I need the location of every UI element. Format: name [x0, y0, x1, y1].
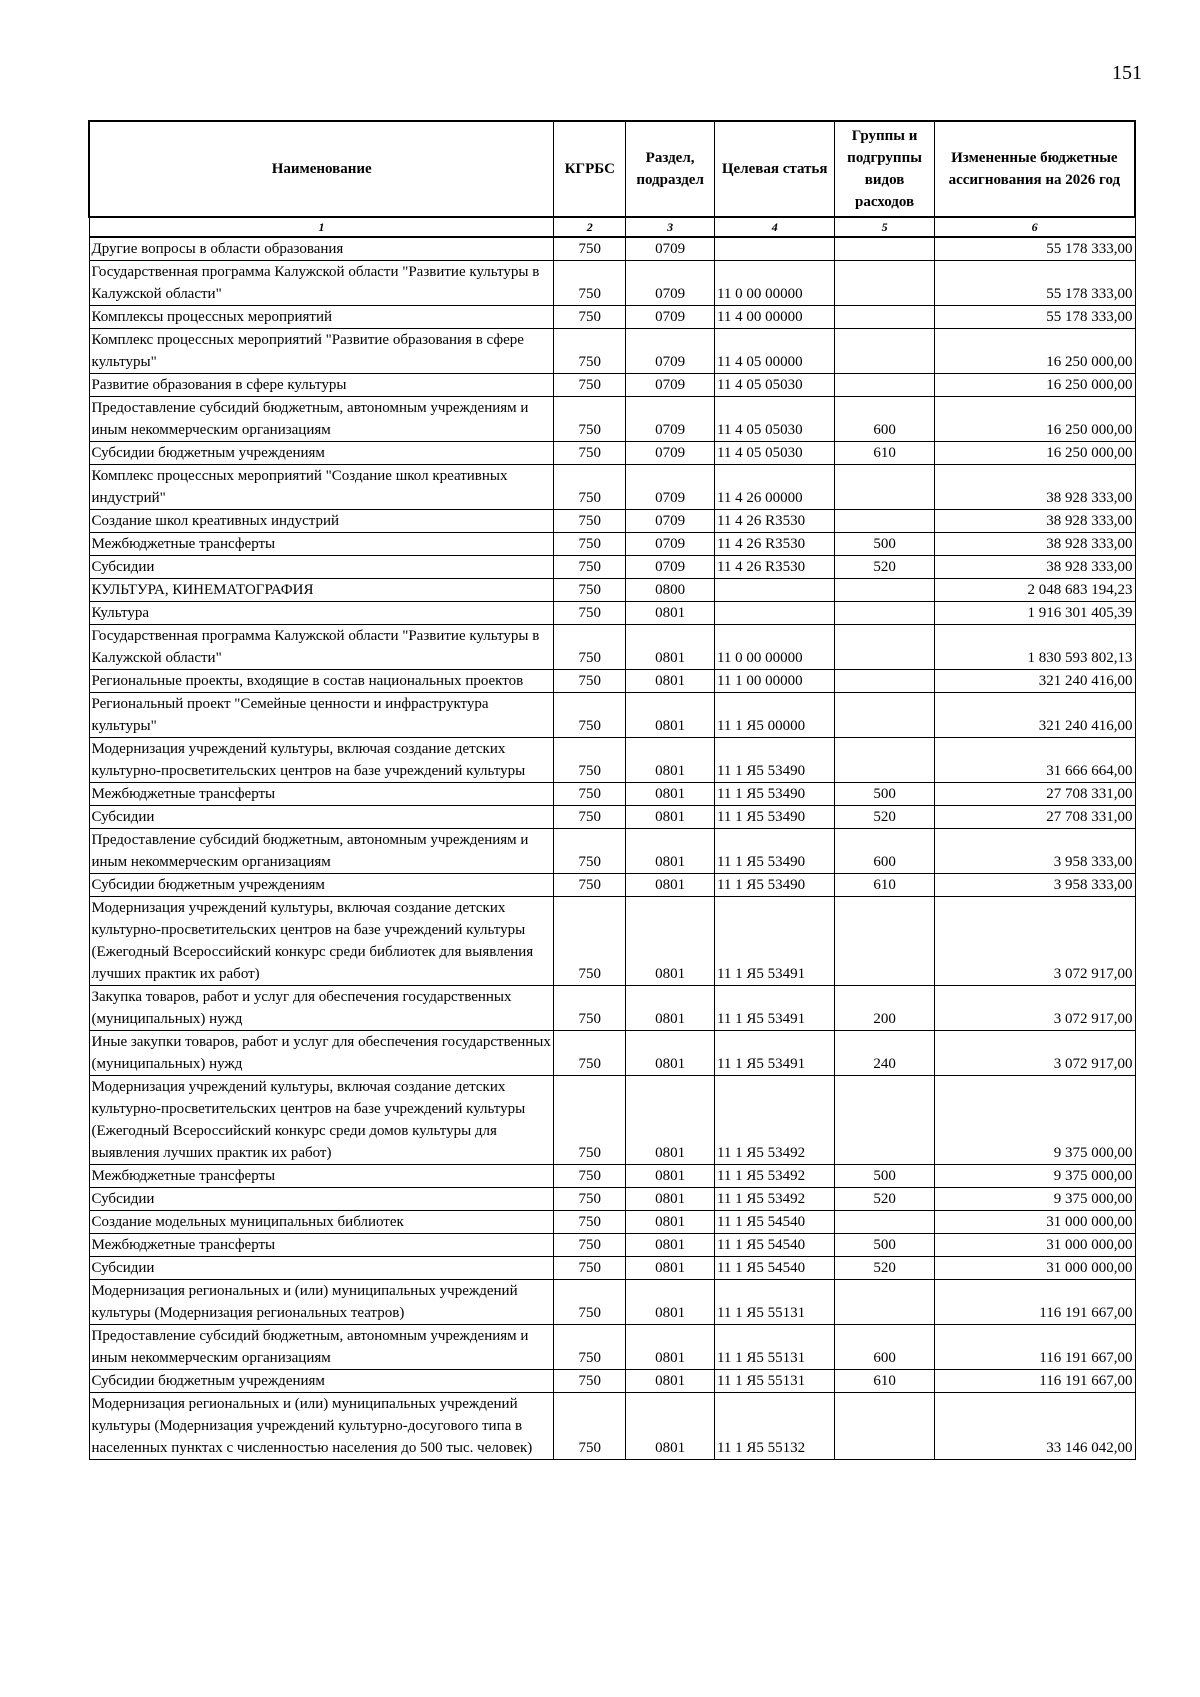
row-section: 0801 — [626, 1370, 715, 1393]
row-target-article: 11 1 Я5 00000 — [714, 693, 834, 738]
row-target-article: 11 1 Я5 54540 — [714, 1211, 834, 1234]
table-row — [89, 1325, 1135, 1370]
row-section: 0801 — [626, 1393, 715, 1460]
row-name: Закупка товаров, работ и услуг для обеспечения государственных (муниципальных) нужд — [89, 986, 554, 1031]
row-amount: 31 666 664,00 — [934, 738, 1135, 783]
row-kgrbs: 750 — [554, 783, 626, 806]
row-amount: 321 240 416,00 — [934, 670, 1135, 693]
row-expense-group — [835, 897, 934, 986]
row-kgrbs: 750 — [554, 329, 626, 374]
row-name: Другие вопросы в области образования — [89, 237, 554, 261]
row-target-article: 11 1 Я5 55132 — [714, 1393, 834, 1460]
row-amount: 16 250 000,00 — [934, 397, 1135, 442]
row-section: 0709 — [626, 374, 715, 397]
row-kgrbs: 750 — [554, 1234, 626, 1257]
row-section: 0801 — [626, 1076, 715, 1165]
row-kgrbs: 750 — [554, 1325, 626, 1370]
table-row — [89, 306, 1135, 329]
row-expense-group — [835, 237, 934, 261]
header-groups: Группы и подгруппы видов расходов — [835, 121, 934, 217]
column-number: 6 — [934, 217, 1135, 237]
row-name: Модернизация учреждений культуры, включая создание детских культурно-просветительских центров на базе учреждений культуры — [89, 738, 554, 783]
row-section: 0801 — [626, 1257, 715, 1280]
row-amount: 321 240 416,00 — [934, 693, 1135, 738]
row-section: 0801 — [626, 1211, 715, 1234]
row-expense-group: 500 — [835, 1165, 934, 1188]
row-name: Модернизация учреждений культуры, включая создание детских культурно-просветительских центров на базе учреждений культуры (Ежегодный Всероссийский конкурс среди домов культуры для выявления лучших практик их работ) — [89, 1076, 554, 1165]
row-name: Региональный проект "Семейные ценности и инфраструктура культуры" — [89, 693, 554, 738]
row-expense-group: 520 — [835, 556, 934, 579]
row-name: Межбюджетные трансферты — [89, 783, 554, 806]
row-kgrbs: 750 — [554, 693, 626, 738]
table-row — [89, 1211, 1135, 1234]
row-amount: 31 000 000,00 — [934, 1257, 1135, 1280]
row-section: 0801 — [626, 1031, 715, 1076]
row-name: Субсидии — [89, 806, 554, 829]
row-kgrbs: 750 — [554, 1280, 626, 1325]
row-section: 0801 — [626, 986, 715, 1031]
row-section: 0709 — [626, 329, 715, 374]
column-number: 3 — [626, 217, 715, 237]
row-amount: 1 830 593 802,13 — [934, 625, 1135, 670]
row-expense-group — [835, 510, 934, 533]
row-name: Субсидии бюджетным учреждениям — [89, 874, 554, 897]
row-expense-group: 520 — [835, 806, 934, 829]
column-number: 5 — [835, 217, 934, 237]
row-name: Субсидии — [89, 1188, 554, 1211]
row-section: 0709 — [626, 397, 715, 442]
row-expense-group: 600 — [835, 397, 934, 442]
row-expense-group — [835, 465, 934, 510]
table-row — [89, 602, 1135, 625]
row-kgrbs: 750 — [554, 1393, 626, 1460]
row-section: 0709 — [626, 533, 715, 556]
row-expense-group — [835, 306, 934, 329]
column-number: 4 — [714, 217, 834, 237]
row-amount: 27 708 331,00 — [934, 806, 1135, 829]
row-expense-group: 610 — [835, 874, 934, 897]
row-section: 0709 — [626, 465, 715, 510]
row-name: Развитие образования в сфере культуры — [89, 374, 554, 397]
row-name: Региональные проекты, входящие в состав национальных проектов — [89, 670, 554, 693]
row-expense-group — [835, 738, 934, 783]
row-section: 0709 — [626, 261, 715, 306]
row-expense-group: 520 — [835, 1188, 934, 1211]
table-row — [89, 625, 1135, 670]
row-amount: 33 146 042,00 — [934, 1393, 1135, 1460]
row-name: Государственная программа Калужской области "Развитие культуры в Калужской области" — [89, 625, 554, 670]
row-expense-group: 610 — [835, 1370, 934, 1393]
row-section: 0709 — [626, 442, 715, 465]
row-amount: 116 191 667,00 — [934, 1325, 1135, 1370]
table-row — [89, 829, 1135, 874]
row-target-article: 11 1 Я5 53490 — [714, 738, 834, 783]
row-target-article: 11 1 Я5 53492 — [714, 1188, 834, 1211]
row-target-article: 11 1 Я5 53491 — [714, 897, 834, 986]
row-target-article: 11 4 26 R3530 — [714, 556, 834, 579]
budget-table — [88, 120, 1136, 1460]
row-amount: 55 178 333,00 — [934, 261, 1135, 306]
row-amount: 1 916 301 405,39 — [934, 602, 1135, 625]
row-kgrbs: 750 — [554, 556, 626, 579]
row-amount: 38 928 333,00 — [934, 556, 1135, 579]
row-expense-group — [835, 602, 934, 625]
row-name: Государственная программа Калужской области "Развитие культуры в Калужской области" — [89, 261, 554, 306]
row-name: Межбюджетные трансферты — [89, 1234, 554, 1257]
row-kgrbs: 750 — [554, 374, 626, 397]
row-name: Предоставление субсидий бюджетным, автономным учреждениям и иным некоммерческим организациям — [89, 397, 554, 442]
row-name: Культура — [89, 602, 554, 625]
row-kgrbs: 750 — [554, 602, 626, 625]
table-row — [89, 579, 1135, 602]
row-amount: 3 072 917,00 — [934, 986, 1135, 1031]
table-row — [89, 1188, 1135, 1211]
table-row — [89, 783, 1135, 806]
row-expense-group: 500 — [835, 1234, 934, 1257]
table-row — [89, 442, 1135, 465]
row-amount: 31 000 000,00 — [934, 1234, 1135, 1257]
row-name: Комплексы процессных мероприятий — [89, 306, 554, 329]
row-target-article: 11 1 Я5 54540 — [714, 1257, 834, 1280]
table-row — [89, 329, 1135, 374]
table-row — [89, 897, 1135, 986]
table-row — [89, 510, 1135, 533]
table-row — [89, 738, 1135, 783]
table-body — [89, 217, 1135, 1460]
row-kgrbs: 750 — [554, 579, 626, 602]
row-target-article: 11 1 Я5 53490 — [714, 783, 834, 806]
row-section: 0801 — [626, 783, 715, 806]
row-amount: 16 250 000,00 — [934, 329, 1135, 374]
header-amount: Измененные бюджетные ассигнования на 2026 год — [934, 121, 1135, 217]
row-name: Комплекс процессных мероприятий "Создание школ креативных индустрий" — [89, 465, 554, 510]
row-kgrbs: 750 — [554, 510, 626, 533]
row-section: 0801 — [626, 1165, 715, 1188]
row-name: Межбюджетные трансферты — [89, 533, 554, 556]
column-number-row — [89, 217, 1135, 237]
row-target-article: 11 4 00 00000 — [714, 306, 834, 329]
row-name: Модернизация региональных и (или) муниципальных учреждений культуры (Модернизация региональных театров) — [89, 1280, 554, 1325]
row-kgrbs: 750 — [554, 1031, 626, 1076]
table-row — [89, 374, 1135, 397]
row-section: 0801 — [626, 693, 715, 738]
row-name: Создание школ креативных индустрий — [89, 510, 554, 533]
row-amount: 3 072 917,00 — [934, 1031, 1135, 1076]
table-row — [89, 986, 1135, 1031]
row-target-article: 11 4 05 05030 — [714, 397, 834, 442]
row-kgrbs: 750 — [554, 261, 626, 306]
row-target-article — [714, 237, 834, 261]
row-name: Предоставление субсидий бюджетным, автономным учреждениям и иным некоммерческим организациям — [89, 1325, 554, 1370]
row-amount: 16 250 000,00 — [934, 442, 1135, 465]
table-row — [89, 1165, 1135, 1188]
row-section: 0801 — [626, 1280, 715, 1325]
row-target-article: 11 1 Я5 53491 — [714, 1031, 834, 1076]
row-amount: 116 191 667,00 — [934, 1280, 1135, 1325]
row-target-article: 11 1 Я5 53492 — [714, 1076, 834, 1165]
row-name: Межбюджетные трансферты — [89, 1165, 554, 1188]
row-kgrbs: 750 — [554, 829, 626, 874]
row-target-article — [714, 579, 834, 602]
row-expense-group — [835, 693, 934, 738]
row-target-article: 11 4 26 R3530 — [714, 510, 834, 533]
row-expense-group — [835, 625, 934, 670]
row-target-article: 11 0 00 00000 — [714, 261, 834, 306]
row-target-article: 11 4 05 05030 — [714, 374, 834, 397]
row-kgrbs: 750 — [554, 670, 626, 693]
row-expense-group — [835, 1280, 934, 1325]
row-expense-group — [835, 579, 934, 602]
row-expense-group: 600 — [835, 829, 934, 874]
row-kgrbs: 750 — [554, 625, 626, 670]
row-target-article: 11 1 Я5 53490 — [714, 874, 834, 897]
row-name: Субсидии — [89, 556, 554, 579]
row-amount: 2 048 683 194,23 — [934, 579, 1135, 602]
table-row — [89, 1257, 1135, 1280]
row-target-article: 11 1 Я5 55131 — [714, 1325, 834, 1370]
row-section: 0801 — [626, 897, 715, 986]
row-kgrbs: 750 — [554, 465, 626, 510]
row-amount: 31 000 000,00 — [934, 1211, 1135, 1234]
table-row — [89, 465, 1135, 510]
row-amount: 38 928 333,00 — [934, 533, 1135, 556]
table-row — [89, 237, 1135, 261]
row-amount: 55 178 333,00 — [934, 306, 1135, 329]
row-kgrbs: 750 — [554, 874, 626, 897]
table-row — [89, 1393, 1135, 1460]
table-row — [89, 261, 1135, 306]
row-name: КУЛЬТУРА, КИНЕМАТОГРАФИЯ — [89, 579, 554, 602]
row-section: 0801 — [626, 670, 715, 693]
row-name: Модернизация региональных и (или) муниципальных учреждений культуры (Модернизация учреждений культурно-досугового типа в населенных пунктах с численностью населения до 500 тыс. человек) — [89, 1393, 554, 1460]
header-target: Целевая статья — [714, 121, 834, 217]
row-section: 0801 — [626, 874, 715, 897]
header-section: Раздел, подраздел — [626, 121, 715, 217]
row-expense-group: 520 — [835, 1257, 934, 1280]
table-row — [89, 1234, 1135, 1257]
row-target-article: 11 1 Я5 53490 — [714, 829, 834, 874]
header-kgrbs: КГРБС — [554, 121, 626, 217]
row-section: 0801 — [626, 1234, 715, 1257]
row-expense-group — [835, 329, 934, 374]
row-target-article: 11 1 Я5 55131 — [714, 1280, 834, 1325]
page-number: 151 — [1112, 62, 1142, 84]
row-amount: 116 191 667,00 — [934, 1370, 1135, 1393]
row-kgrbs: 750 — [554, 1257, 626, 1280]
row-amount: 3 958 333,00 — [934, 829, 1135, 874]
row-section: 0801 — [626, 738, 715, 783]
row-expense-group: 200 — [835, 986, 934, 1031]
row-target-article: 11 1 00 00000 — [714, 670, 834, 693]
row-section: 0709 — [626, 306, 715, 329]
row-amount: 27 708 331,00 — [934, 783, 1135, 806]
row-expense-group: 240 — [835, 1031, 934, 1076]
table-row — [89, 533, 1135, 556]
table-row — [89, 1031, 1135, 1076]
row-name: Предоставление субсидий бюджетным, автономным учреждениям и иным некоммерческим организациям — [89, 829, 554, 874]
row-target-article: 11 4 26 00000 — [714, 465, 834, 510]
column-number: 2 — [554, 217, 626, 237]
row-name: Комплекс процессных мероприятий "Развитие образования в сфере культуры" — [89, 329, 554, 374]
row-section: 0801 — [626, 829, 715, 874]
row-kgrbs: 750 — [554, 237, 626, 261]
row-name: Субсидии бюджетным учреждениям — [89, 1370, 554, 1393]
row-expense-group — [835, 670, 934, 693]
row-name: Создание модельных муниципальных библиотек — [89, 1211, 554, 1234]
row-amount: 38 928 333,00 — [934, 465, 1135, 510]
row-name: Субсидии бюджетным учреждениям — [89, 442, 554, 465]
row-target-article — [714, 602, 834, 625]
table-row — [89, 693, 1135, 738]
table-row — [89, 556, 1135, 579]
row-section: 0800 — [626, 579, 715, 602]
row-target-article: 11 1 Я5 53492 — [714, 1165, 834, 1188]
row-section: 0709 — [626, 556, 715, 579]
row-amount: 16 250 000,00 — [934, 374, 1135, 397]
row-expense-group — [835, 1076, 934, 1165]
table-row — [89, 1280, 1135, 1325]
header-name: Наименование — [89, 121, 554, 217]
row-amount: 55 178 333,00 — [934, 237, 1135, 261]
row-target-article: 11 4 26 R3530 — [714, 533, 834, 556]
row-section: 0709 — [626, 510, 715, 533]
row-kgrbs: 750 — [554, 738, 626, 783]
row-section: 0801 — [626, 1188, 715, 1211]
row-kgrbs: 750 — [554, 1188, 626, 1211]
row-kgrbs: 750 — [554, 533, 626, 556]
row-amount: 3 072 917,00 — [934, 897, 1135, 986]
row-kgrbs: 750 — [554, 1370, 626, 1393]
row-amount: 9 375 000,00 — [934, 1076, 1135, 1165]
row-kgrbs: 750 — [554, 1211, 626, 1234]
row-name: Субсидии — [89, 1257, 554, 1280]
row-section: 0801 — [626, 806, 715, 829]
table-row — [89, 874, 1135, 897]
row-kgrbs: 750 — [554, 986, 626, 1031]
row-target-article: 11 1 Я5 53490 — [714, 806, 834, 829]
row-kgrbs: 750 — [554, 306, 626, 329]
row-target-article: 11 1 Я5 54540 — [714, 1234, 834, 1257]
row-target-article: 11 4 05 00000 — [714, 329, 834, 374]
table-row — [89, 397, 1135, 442]
row-amount: 9 375 000,00 — [934, 1188, 1135, 1211]
row-target-article: 11 1 Я5 53491 — [714, 986, 834, 1031]
row-section: 0709 — [626, 237, 715, 261]
row-expense-group: 600 — [835, 1325, 934, 1370]
row-expense-group: 500 — [835, 783, 934, 806]
table-row — [89, 670, 1135, 693]
row-amount: 3 958 333,00 — [934, 874, 1135, 897]
row-target-article: 11 1 Я5 55131 — [714, 1370, 834, 1393]
row-kgrbs: 750 — [554, 397, 626, 442]
table-row — [89, 1370, 1135, 1393]
row-kgrbs: 750 — [554, 1165, 626, 1188]
header-row — [89, 121, 1135, 217]
row-expense-group — [835, 1211, 934, 1234]
row-name: Модернизация учреждений культуры, включая создание детских культурно-просветительских центров на базе учреждений культуры (Ежегодный Всероссийский конкурс среди библиотек для выявления лучших практик их работ) — [89, 897, 554, 986]
row-expense-group: 500 — [835, 533, 934, 556]
row-target-article: 11 4 05 05030 — [714, 442, 834, 465]
row-expense-group: 610 — [835, 442, 934, 465]
row-expense-group — [835, 374, 934, 397]
row-kgrbs: 750 — [554, 806, 626, 829]
table-row — [89, 806, 1135, 829]
row-expense-group — [835, 1393, 934, 1460]
row-section: 0801 — [626, 1325, 715, 1370]
table-row — [89, 1076, 1135, 1165]
row-kgrbs: 750 — [554, 1076, 626, 1165]
row-amount: 9 375 000,00 — [934, 1165, 1135, 1188]
row-section: 0801 — [626, 625, 715, 670]
column-number: 1 — [89, 217, 554, 237]
row-kgrbs: 750 — [554, 897, 626, 986]
row-target-article: 11 0 00 00000 — [714, 625, 834, 670]
row-name: Иные закупки товаров, работ и услуг для обеспечения государственных (муниципальных) нужд — [89, 1031, 554, 1076]
row-kgrbs: 750 — [554, 442, 626, 465]
row-expense-group — [835, 261, 934, 306]
row-section: 0801 — [626, 602, 715, 625]
row-amount: 38 928 333,00 — [934, 510, 1135, 533]
